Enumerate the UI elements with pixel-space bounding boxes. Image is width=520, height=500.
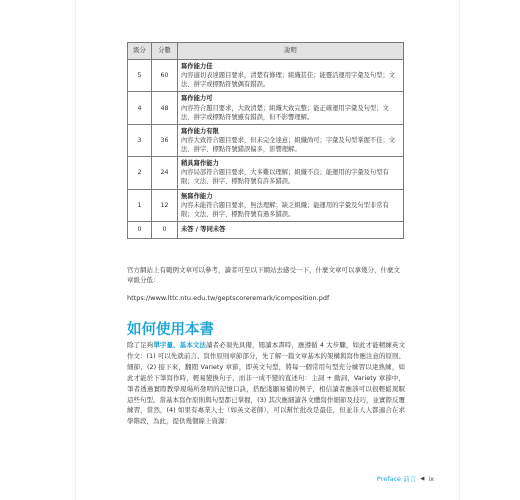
description-cell [178, 221, 404, 238]
scoring-table [127, 42, 404, 239]
level-description: 內容未能符合題目要求，無法理解；缺乏組織；能運用的字彙及句型非常有限；文法、拼字、標點符號有過多錯誤。 [181, 201, 389, 218]
body-prefix: 除了足夠 [127, 341, 154, 349]
table-row [128, 157, 404, 189]
level-cell: 1 [128, 189, 152, 221]
table-row [128, 92, 404, 124]
page-number: ix [428, 474, 434, 483]
header-description: 說明 [178, 43, 404, 60]
description-cell [178, 157, 404, 189]
header-score: 分數 [152, 43, 178, 60]
level-title: 寫作能力有限 [181, 127, 219, 135]
score-cell: 48 [152, 92, 178, 124]
score-cell: 60 [152, 60, 178, 92]
table-row [128, 60, 404, 92]
score-cell: 12 [152, 189, 178, 221]
header-level: 級分 [128, 43, 152, 60]
score-cell: 24 [152, 157, 178, 189]
level-description: 內容大致符合題目要求，但未完全達意；組織尚可；字彙及句型掌握不佳；文法、拼字、標點符號錯誤偏多，影響理解。 [181, 136, 396, 153]
level-title: 寫作能力佳 [181, 63, 213, 70]
score-cell: 0 [152, 221, 178, 238]
reference-url[interactable]: https://www.lttc.ntu.edu.tw/geptscoreremark/icomposition.pdf [127, 294, 330, 302]
table-header-row [128, 43, 404, 60]
table-row [128, 189, 404, 221]
description-cell [178, 92, 404, 124]
level-cell: 0 [128, 221, 152, 238]
level-cell: 4 [128, 92, 152, 124]
body-text: 讀者必須先具備，閱讀本書時，應遵循 4 大步驟，如此才能精練英文作文：(1) 可以先就前言、寫作原則章節部分，先了解一篇文章基本的架構與寫作應注意的原則、細節，(2) 接下來，翻閱 Variety 章節，即英文句型，將每一個常用句型充分練習以達熟練，如此才能於下筆寫作時，輕易變換句子，而非一成不變的直述句：主詞 + 動詞，Variety 章節中，筆者透過實際教學現場所發明的記憶口訣，搭配淺顯易懂的例子，相信讀者應該可以很輕鬆駕馭這些句型。當基本寫作原則與句型都已掌握，(3) 其次應細讀各文體寫作細節及技巧，並實際反覆練習，當然，(4) 如果有專業人士（如英文老師），可以幫忙批改是最佳，但並非人人都適合在求學階段，為此，提供幾個線上資源： [127, 341, 406, 426]
level-title: 未答 / 等同未答 [181, 226, 226, 234]
level-title: 稍具寫作能力 [181, 160, 219, 168]
description-cell [178, 124, 404, 156]
level-cell: 2 [128, 157, 152, 189]
body-highlight: 單字量、基本文法 [153, 341, 206, 349]
footer-label: Preface 前言 [376, 475, 417, 483]
level-title: 無寫作能力 [181, 192, 213, 200]
reference-note: 官方網站上有範例文章可以參考，讀者可至以下網站去感受一下，什麼文章可以拿幾分，什麼文章級分低： [127, 266, 400, 285]
page-footer [377, 474, 434, 483]
level-description: 內容符合題目要求，大致清楚；組織大致完整；能正確運用字彙及句型；文法、拼字或標點符號雖有錯誤，但不影響理解。 [181, 104, 389, 121]
score-cell: 36 [152, 124, 178, 156]
level-cell: 5 [128, 60, 152, 92]
level-description: 內容適切表達題目要求，清楚有條理；組織甚佳；能靈活運用字彙及句型；文法、拼字或標點符號偶有錯誤。 [181, 72, 396, 89]
level-title: 寫作能力可 [181, 95, 213, 103]
description-cell [178, 189, 404, 221]
level-description: 內容局部符合題目要求，大多難以理解；組織不良；能運用的字彙及句型有限；文法、拼字、標點符號有許多錯誤。 [181, 169, 389, 186]
description-cell [178, 60, 404, 92]
table-row [128, 221, 404, 238]
table-row [128, 124, 404, 156]
level-cell: 3 [128, 124, 152, 156]
body-paragraph [127, 340, 405, 427]
section-title: 如何使用本書 [127, 322, 214, 338]
triangle-left-icon: ◀ [420, 475, 425, 482]
